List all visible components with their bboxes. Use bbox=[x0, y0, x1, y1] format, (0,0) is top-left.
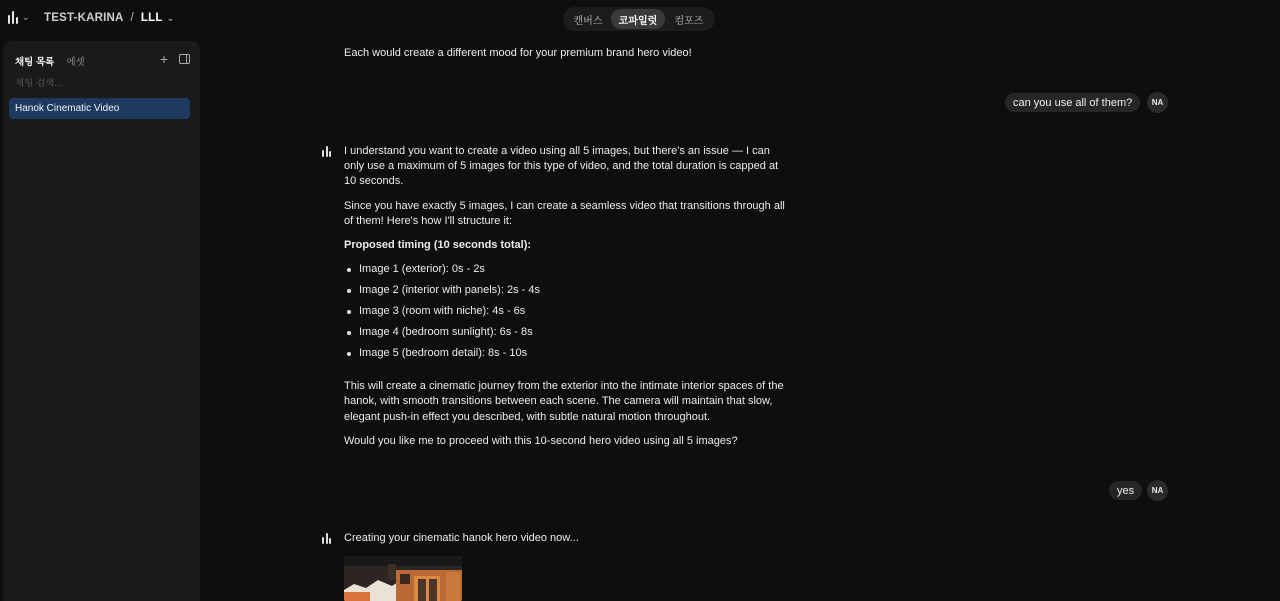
user-message-bubble: can you use all of them? bbox=[1005, 93, 1140, 112]
message-paragraph: I understand you want to create a video using all 5 images, but there's an issue — I can only use a maximum of 5 images for this type of video, and the total duration is capped at 10 seconds. bbox=[344, 145, 779, 188]
tab-compose[interactable]: 컴포즈 bbox=[674, 15, 704, 27]
user-message-bubble: yes bbox=[1109, 481, 1142, 500]
sidebar-tabs bbox=[15, 54, 85, 68]
timing-heading: Proposed timing (10 seconds total): bbox=[344, 239, 532, 252]
video-thumbnail[interactable] bbox=[344, 556, 462, 601]
user-avatar: NA bbox=[1147, 480, 1168, 501]
toggle-sidebar-icon[interactable] bbox=[179, 54, 190, 64]
tab-assets[interactable]: 에셋 bbox=[66, 57, 85, 68]
chat-search-input[interactable] bbox=[15, 78, 185, 89]
app-logo-menu[interactable] bbox=[8, 11, 30, 24]
message-paragraph: Creating your cinematic hanok hero video now... bbox=[344, 532, 579, 544]
hanok-preview-image bbox=[344, 556, 462, 601]
sidebar-item-hanok-cinematic-video[interactable]: Hanok Cinematic Video bbox=[9, 98, 190, 119]
list-item: Image 3 (room with niche): 4s - 6s bbox=[344, 304, 786, 325]
message-paragraph: This will create a cinematic journey from the exterior into the intimate interior spaces of the hanok, with smooth transitions between each scene. The camera will maintain that slow, elegant push-in effect you described, with subtle natural motion throughout. bbox=[344, 380, 784, 423]
sidebar-actions bbox=[160, 53, 190, 65]
tab-canvas[interactable]: 캔버스 bbox=[573, 15, 603, 27]
breadcrumb-separator: / bbox=[130, 12, 134, 24]
message-paragraph: Since you have exactly 5 images, I can create a seamless video that transitions through all of them! Here's how I'll structure it: bbox=[344, 199, 785, 227]
workspace-name[interactable]: TEST-KARINA bbox=[44, 12, 124, 24]
message-paragraph: Would you like me to proceed with this 10-second hero video using all 5 images? bbox=[344, 434, 738, 447]
tab-copilot[interactable]: 코파일럿 bbox=[611, 9, 665, 29]
logo-icon bbox=[8, 11, 18, 24]
top-bar bbox=[0, 0, 1280, 38]
timing-list bbox=[344, 262, 786, 367]
new-chat-plus-icon[interactable]: + bbox=[159, 51, 168, 67]
chevron-down-icon: ⌄ bbox=[22, 12, 30, 22]
assistant-logo-icon bbox=[322, 533, 331, 544]
list-item: Image 2 (interior with panels): 2s - 4s bbox=[344, 283, 786, 304]
assistant-message bbox=[344, 46, 784, 61]
user-avatar: NA bbox=[1147, 92, 1168, 113]
list-item: Image 5 (bedroom detail): 8s - 10s bbox=[344, 346, 786, 367]
project-name: LLL bbox=[140, 12, 163, 24]
assistant-logo-icon bbox=[322, 146, 331, 157]
mode-switch bbox=[563, 7, 715, 31]
sidebar bbox=[3, 41, 200, 601]
assistant-message bbox=[344, 144, 786, 449]
breadcrumb bbox=[44, 12, 174, 24]
list-item: Image 4 (bedroom sunlight): 6s - 8s bbox=[344, 325, 786, 346]
assistant-message bbox=[344, 531, 784, 546]
project-selector[interactable] bbox=[141, 12, 174, 24]
list-item: Image 1 (exterior): 0s - 2s bbox=[344, 262, 786, 283]
tab-chat-list[interactable]: 채팅 목록 bbox=[15, 57, 55, 68]
message-paragraph: Each would create a different mood for your premium brand hero video! bbox=[344, 47, 692, 59]
chevron-down-icon: ⌄ bbox=[166, 12, 175, 23]
